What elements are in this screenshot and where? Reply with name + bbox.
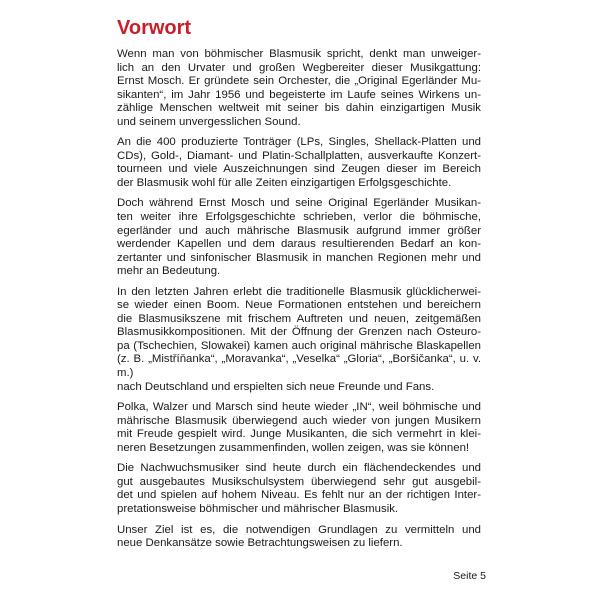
text-line: tourneen und viele Auszeichnungen sind Zeugen dieser im Bereich bbox=[117, 163, 481, 176]
paragraph bbox=[117, 136, 481, 190]
paragraph bbox=[117, 524, 481, 551]
text-line: egerländer und auch mährische Blasmusik aufgrund immer größer bbox=[117, 224, 481, 237]
text-line: neren Besetzungen zusammenfinden, wollen zeigen, was sie können! bbox=[117, 441, 470, 454]
text-line: pa (Tschechien, Slowakei) kamen auch original mährische Blaskapellen bbox=[117, 339, 481, 352]
text-line: CDs), Gold-, Diamant- und Platin-Schallplatten, ausverkaufte Konzert- bbox=[117, 149, 481, 162]
text-line: mit Freude gespielt wird. Junge Musikanten, die sich vermehrt in klei- bbox=[117, 428, 481, 441]
text-line: An die 400 produzierte Tonträger (LPs, Singles, Shellack-Platten und bbox=[117, 136, 481, 149]
text-line: gut ausgebautes Musikschulsystem überwiegend sehr gut ausgebil- bbox=[117, 475, 481, 488]
text-line: zertanter und sinfonischer Blasmusik in manchen Regionen mehr und bbox=[117, 251, 481, 264]
text-line: nach Deutschland und erspielten sich neue Freunde und Fans. bbox=[117, 380, 435, 393]
paragraph bbox=[117, 197, 481, 278]
text-line: werdender Kapellen und dem daraus resultierenden Bedarf an kon- bbox=[117, 238, 481, 251]
text-line: lich an den Urvater und großen Wegbereiter dieser Musikgattung: bbox=[117, 61, 481, 74]
text-line: Unser Ziel ist es, die notwendigen Grundlagen zu vermitteln und bbox=[117, 523, 481, 536]
paragraph bbox=[117, 401, 481, 455]
text-line: Blasmusikkompositionen. Mit der Öffnung der Grenzen nach Osteuro- bbox=[117, 326, 481, 339]
paragraph bbox=[117, 462, 481, 516]
text-line: se wieder einen Boom. Neue Formationen entstehen und bereichern bbox=[117, 299, 481, 312]
text-line: det und spielen auf hohem Niveau. Es fehlt nur an der richtigen Inter- bbox=[117, 489, 481, 502]
text-line: Die Nachwuchsmusiker sind heute durch ein flächendeckendes und bbox=[117, 462, 481, 475]
text-line: neue Denkansätze sowie Betrachtungsweisen zu liefern. bbox=[117, 537, 403, 550]
text-line: mehr an Bedeutung. bbox=[117, 265, 221, 278]
text-line: In den letzten Jahren erlebt die traditionelle Blasmusik glücklicherwei- bbox=[117, 285, 481, 298]
text-line: Polka, Walzer und Marsch sind heute wieder „IN“, weil böhmische und bbox=[117, 401, 481, 414]
text-line: ten weiter ihre Erfolgsgeschichte schrieben, verlor die böhmische, bbox=[117, 211, 481, 224]
text-line: Wenn man von böhmischer Blasmusik spricht, denkt man unweiger- bbox=[117, 48, 481, 60]
text-line: die Blasmusikszene mit frischem Auftreten und neuen, zeitgemäßen bbox=[117, 312, 481, 325]
text-line: zählige Menschen weltweit mit seiner bis dahin einzigartigen Musik bbox=[117, 102, 481, 115]
text-line: (z. B. „Mistříňanka“, „Moravanka“, „Veselka“ „Gloria“, „Boršičanka“, u. v. m.) bbox=[117, 353, 481, 380]
text-line: Ernst Mosch. Er gründete sein Orchester, die „Original Egerländer Mu- bbox=[117, 75, 481, 88]
text-line: mährische Blasmusik überwiegend auch wieder von jungen Musikern bbox=[117, 414, 481, 427]
paragraph bbox=[117, 286, 481, 394]
body-text bbox=[117, 48, 481, 558]
text-line: der Blasmusik wohl für alle Zeiten einzigartigen Erfolgsgeschichte. bbox=[117, 176, 452, 189]
text-line: pretationsweise böhmischer und mährischer Blasmusik. bbox=[117, 502, 399, 515]
page-number: Seite 5 bbox=[453, 570, 486, 582]
text-line: und seinem unvergesslichen Sound. bbox=[117, 115, 301, 128]
text-line: Doch während Ernst Mosch und seine Original Egerländer Musikan- bbox=[117, 197, 481, 210]
page-title: Vorwort bbox=[117, 17, 192, 39]
text-line: sikanten“, im Jahr 1956 und begeisterte im Laufe seines Wirkens un- bbox=[117, 88, 481, 101]
paragraph bbox=[117, 48, 481, 129]
